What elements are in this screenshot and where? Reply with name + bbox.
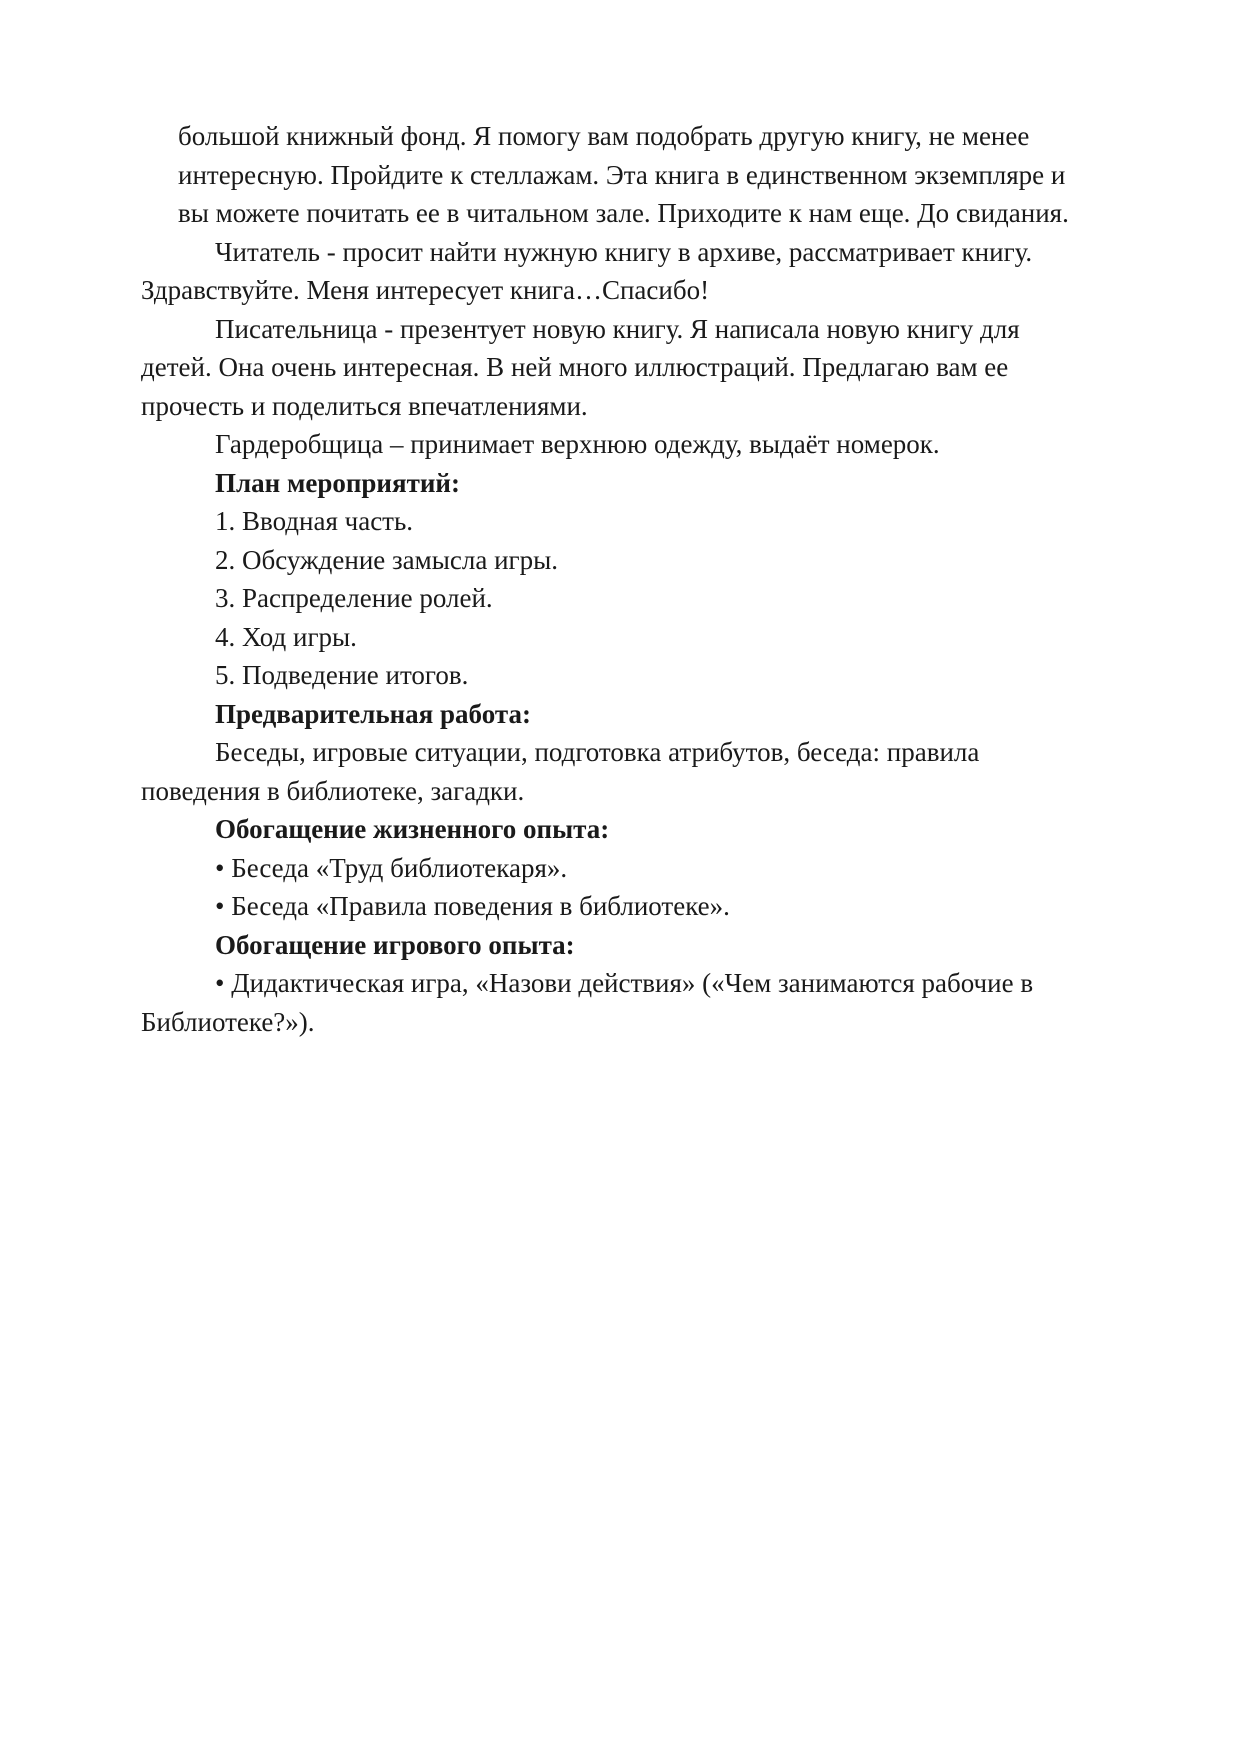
paragraph-writer-role [141,310,1148,426]
text-line: Писательница - презентует новую книгу. Я написала новую книгу для [215,313,1020,344]
paragraph-game-experience [141,964,1148,1041]
paragraph-preliminary-work [141,733,1148,810]
text-line: интересную. Пройдите к стеллажам. Эта книга в единственном экземпляре и [178,159,1066,190]
heading-life-experience: Обогащение жизненного опыта: [215,814,610,844]
heading-preliminary-work: Предварительная работа: [215,698,531,729]
text-line: поведения в библиотеке, загадки. [141,775,525,806]
life-experience-item: • Беседа «Труд библиотекаря». [215,852,568,883]
plan-item: 1. Вводная часть. [215,506,414,536]
paragraph-librarian-reply [178,117,1148,233]
heading-plan: План мероприятий: [215,467,460,498]
document-body [141,117,1148,1041]
paragraph-reader-role [141,233,1148,310]
text-line: Беседы, игровые ситуации, подготовка атрибутов, беседа: правила [215,737,980,767]
plan-item: 4. Ход игры. [215,621,357,652]
text-line: • Дидактическая игра, «Назови действия» («Чем занимаются рабочие в [215,968,1034,998]
plan-item: 2. Обсуждение замысла игры. [215,544,558,575]
text-line: Гардеробщица – принимает верхнюю одежду, выдаёт номерок. [215,429,940,459]
life-experience-item: • Беседа «Правила поведения в библиотеке». [215,891,730,921]
text-line: вы можете почитать ее в читальном зале. Приходите к нам еще. До свидания. [178,198,1069,228]
heading-game-experience: Обогащение игрового опыта: [215,929,575,960]
paragraph-cloakroom-role [178,425,1148,464]
text-line: Библиотеке?»). [141,1006,315,1037]
plan-item: 5. Подведение итогов. [215,660,469,690]
text-line: Читатель - просит найти нужную книгу в архиве, рассматривает книгу. [215,236,1033,267]
text-line: большой книжный фонд. Я помогу вам подобрать другую книгу, не менее [178,121,1030,151]
text-line: Здравствуйте. Меня интересует книга…Спасибо! [141,275,710,305]
plan-item: 3. Распределение ролей. [215,583,493,613]
text-line: прочесть и поделиться впечатлениями. [141,390,588,421]
text-line: детей. Она очень интересная. В ней много иллюстраций. Предлагаю вам ее [141,352,1009,382]
